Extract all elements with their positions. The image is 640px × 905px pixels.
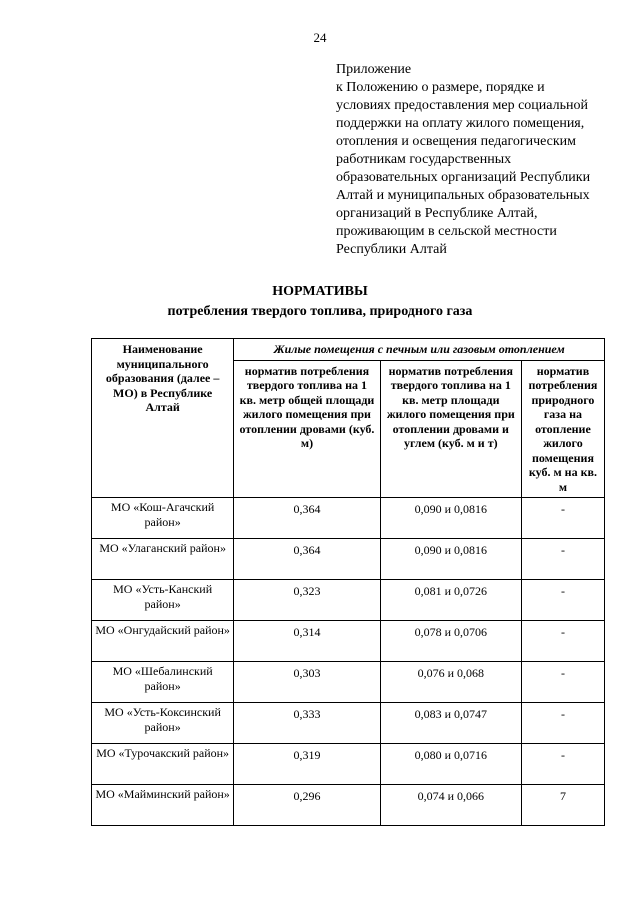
wood-coal-norm-cell: 0,090 и 0,0816: [380, 498, 521, 539]
table-header-row: [92, 339, 605, 361]
wood-norm-cell: 0,314: [234, 621, 380, 662]
wood-coal-norm-cell: 0,074 и 0,066: [380, 785, 521, 826]
wood-coal-norm-cell: 0,076 и 0,068: [380, 662, 521, 703]
appendix-line: Республики Алтай: [336, 242, 447, 257]
table-row: [92, 621, 605, 662]
municipality-cell: МО «Усть-Коксинский район»: [92, 703, 234, 744]
gas-norm-cell: -: [521, 539, 604, 580]
gas-norm-cell: -: [521, 580, 604, 621]
document-title: НОРМАТИВЫ: [272, 284, 368, 299]
gas-norm-cell: -: [521, 703, 604, 744]
table-row: [92, 539, 605, 580]
municipality-cell: МО «Майминский район»: [92, 785, 234, 826]
municipality-cell: МО «Турочакский район»: [92, 744, 234, 785]
appendix-line: организаций в Республике Алтай,: [336, 206, 538, 221]
appendix-line: образовательных организаций Республики: [336, 170, 591, 185]
wood-coal-norm-cell: 0,078 и 0,0706: [380, 621, 521, 662]
page-number: 24: [313, 30, 327, 45]
appendix-line: проживающим в сельской местности: [336, 224, 557, 239]
wood-norm-cell: 0,333: [234, 703, 380, 744]
municipality-cell: МО «Кош-Агачский район»: [92, 498, 234, 539]
header-wood-coal-norm: норматив потребления твердого топлива на 1 кв. метр площади жилого помещения при отоплении дровами и углем (куб. м и т): [380, 360, 521, 498]
appendix-line: поддержки на оплату жилого помещения,: [336, 116, 585, 131]
appendix-line: Алтай и муниципальных образовательных: [336, 188, 590, 203]
norms-table: [91, 338, 605, 826]
municipality-cell: МО «Шебалинский район»: [92, 662, 234, 703]
municipality-cell: МО «Онгудайский район»: [92, 621, 234, 662]
header-gas-norm: норматив потребления природного газа на отопление жилого помещения куб. м на кв. м: [521, 360, 604, 498]
table-row: [92, 744, 605, 785]
wood-norm-cell: 0,319: [234, 744, 380, 785]
appendix-line: отопления и освещения педагогическим: [336, 134, 577, 149]
appendix-line: работникам государственных: [336, 152, 512, 167]
gas-norm-cell: 7: [521, 785, 604, 826]
document-subtitle: потребления твердого топлива, природного газа: [167, 304, 473, 319]
gas-norm-cell: -: [521, 662, 604, 703]
gas-norm-cell: -: [521, 621, 604, 662]
wood-norm-cell: 0,303: [234, 662, 380, 703]
table-row: [92, 580, 605, 621]
table-row: [92, 662, 605, 703]
appendix-caption: [336, 61, 626, 259]
wood-coal-norm-cell: 0,083 и 0,0747: [380, 703, 521, 744]
appendix-line: к Положению о размере, порядке и: [336, 80, 545, 95]
table-row: [92, 703, 605, 744]
gas-norm-cell: -: [521, 744, 604, 785]
table-row: [92, 785, 605, 826]
header-municipality: Наименование муниципального образования (далее – МО) в Республике Алтай: [92, 339, 234, 498]
gas-norm-cell: -: [521, 498, 604, 539]
wood-coal-norm-cell: 0,080 и 0,0716: [380, 744, 521, 785]
header-group: Жилые помещения с печным или газовым отоплением: [234, 339, 605, 361]
wood-coal-norm-cell: 0,081 и 0,0726: [380, 580, 521, 621]
appendix-line: Приложение: [336, 62, 412, 77]
municipality-cell: МО «Улаганский район»: [92, 539, 234, 580]
wood-norm-cell: 0,364: [234, 498, 380, 539]
wood-coal-norm-cell: 0,090 и 0,0816: [380, 539, 521, 580]
wood-norm-cell: 0,323: [234, 580, 380, 621]
header-wood-norm: норматив потребления твердого топлива на 1 кв. метр общей площади жилого помещения при отоплении дровами (куб. м): [234, 360, 380, 498]
municipality-cell: МО «Усть-Канский район»: [92, 580, 234, 621]
appendix-line: условиях предоставления мер социальной: [336, 98, 588, 113]
wood-norm-cell: 0,296: [234, 785, 380, 826]
table-row: [92, 498, 605, 539]
wood-norm-cell: 0,364: [234, 539, 380, 580]
